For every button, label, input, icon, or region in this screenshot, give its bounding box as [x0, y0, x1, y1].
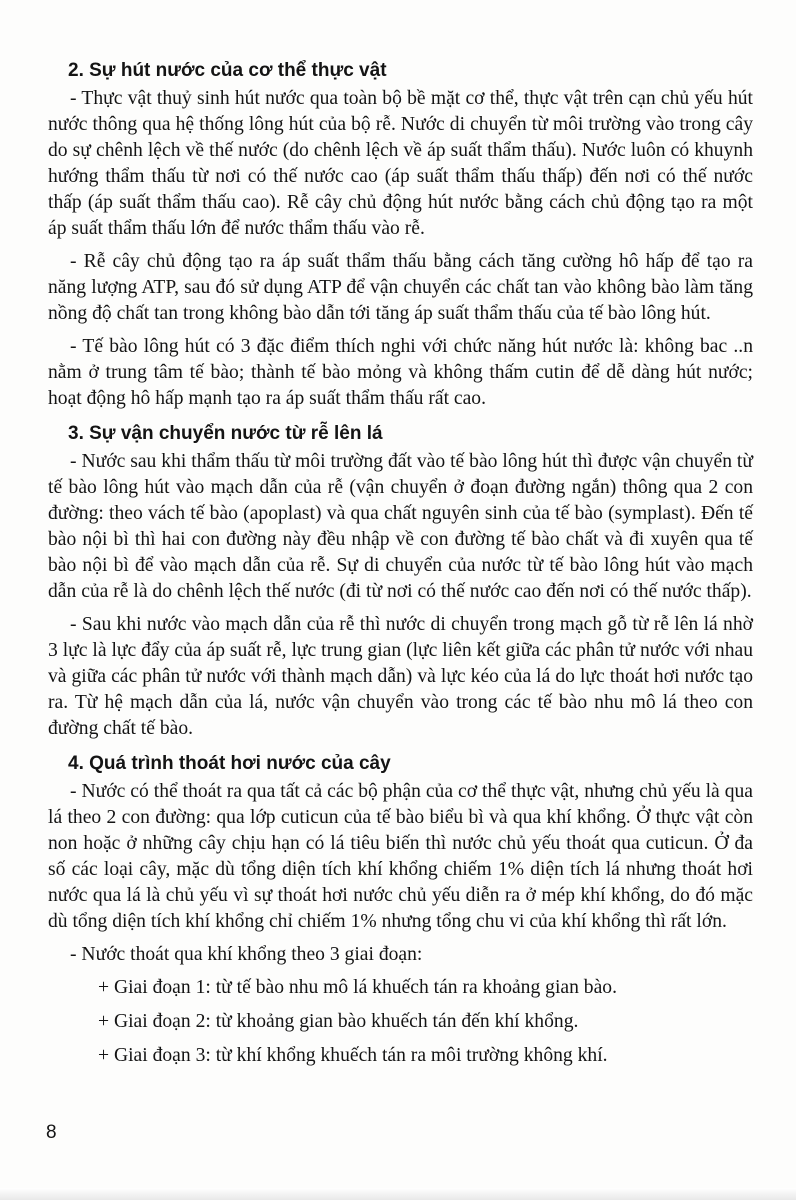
page-content	[48, 58, 753, 1077]
paragraph: - Nước có thể thoát ra qua tất cả các bộ phận của cơ thể thực vật, nhưng chủ yếu là qua lá theo 2 con đường: qua lớp cuticun của tế bào biểu bì và qua khí khổng. Ở thực vật còn non hoặc ở những cây chịu hạn có lá tiêu biến thì nước chủ yếu thoát qua cuticun. Ở đa số các loại cây, mặc dù tổng diện tích khí khổng chiếm 1% diện tích lá nhưng thoát hơi nước qua lá là chủ yếu vì sự thoát hơi nước chủ yếu diễn ra ở mép khí khổng, do đó mặc dù tổng diện tích khí khổng chỉ chiếm 1% nhưng tổng chu vi của khí khổng thì rất lớn.	[48, 781, 753, 932]
section-heading: 2. Sự hút nước của cơ thể thực vật	[68, 60, 387, 81]
section-transpiration	[48, 751, 753, 1069]
stage-item: + Giai đoạn 2: từ khoảng gian bào khuếch tán đến khí khổng.	[98, 1011, 579, 1032]
page-number: 8	[46, 1122, 57, 1143]
paragraph: - Nước thoát qua khí khổng theo 3 giai đoạn:	[70, 944, 423, 965]
paragraph: - Nước sau khi thẩm thấu từ môi trường đất vào tế bào lông hút thì được vận chuyển từ tế bào lông hút vào mạch dẫn của rễ (vận chuyển ở đoạn đường ngắn) thông qua 2 con đường: theo vách tế bào (apoplast) và qua chất nguyên sinh của tế bào (symplast). Đến tế bào nội bì thì hai con đường này đều nhập về con đường tế bào chất và đi xuyên qua tế bào nội bì để vào mạch dẫn của rễ. Sự di chuyển của nước từ tế bào lông hút vào mạch dẫn của rễ là do chênh lệch thế nước (đi từ nơi có thế nước cao đến nơi có thế nước thấp).	[48, 451, 753, 602]
section-water-transport	[48, 421, 753, 742]
section-heading: 3. Sự vận chuyển nước từ rễ lên lá	[68, 423, 383, 444]
paragraph: - Sau khi nước vào mạch dẫn của rễ thì nước di chuyển trong mạch gỗ từ rễ lên lá nhờ 3 lực là lực đẩy của áp suất rễ, lực trung gian (lực liên kết giữa các phân tử nước với nhau và giữa các phân tử nước với thành mạch dẫn) và lực kéo của lá do lực thoát hơi nước tạo ra. Từ hệ mạch dẫn của lá, nước vận chuyển vào trong các tế bào nhu mô lá theo con đường chất tế bào.	[48, 614, 753, 739]
section-heading: 4. Quá trình thoát hơi nước của cây	[68, 753, 391, 774]
page-bottom-edge	[0, 1188, 796, 1200]
paragraph: - Thực vật thuỷ sinh hút nước qua toàn bộ bề mặt cơ thể, thực vật trên cạn chủ yếu hút nước thông qua hệ thống lông hút của bộ rễ. Nước di chuyển từ môi trường vào trong cây do sự chênh lệch về thế nước (do chênh lệch về áp suất thẩm thấu). Nước luôn có khuynh hướng thẩm thấu từ nơi có thế nước cao (áp suất thẩm thấu thấp) đến nơi có thế nước thấp (áp suất thẩm thấu cao). Rễ cây chủ động hút nước bằng cách chủ động tạo ra một áp suất thẩm thấu lớn để nước thẩm thấu vào rễ.	[48, 88, 753, 239]
section-water-absorption	[48, 58, 753, 412]
paragraph: - Rễ cây chủ động tạo ra áp suất thẩm thấu bằng cách tăng cường hô hấp để tạo ra năng lượng ATP, sau đó sử dụng ATP để vận chuyển các chất tan vào không bào làm tăng nồng độ chất tan trong không bào dẫn tới tăng áp suất thẩm thấu của tế bào lông hút.	[48, 251, 753, 324]
stage-item: + Giai đoạn 3: từ khí khổng khuếch tán ra môi trường không khí.	[98, 1045, 608, 1066]
paragraph: - Tế bào lông hút có 3 đặc điểm thích nghi với chức năng hút nước là: không bac ..n nằm ở trung tâm tế bào; thành tế bào mỏng và không thấm cutin để dễ dàng hút nước; hoạt động hô hấp mạnh tạo ra áp suất thẩm thấu rất cao.	[48, 336, 753, 409]
stage-item: + Giai đoạn 1: từ tế bào nhu mô lá khuếch tán ra khoảng gian bào.	[98, 977, 617, 998]
